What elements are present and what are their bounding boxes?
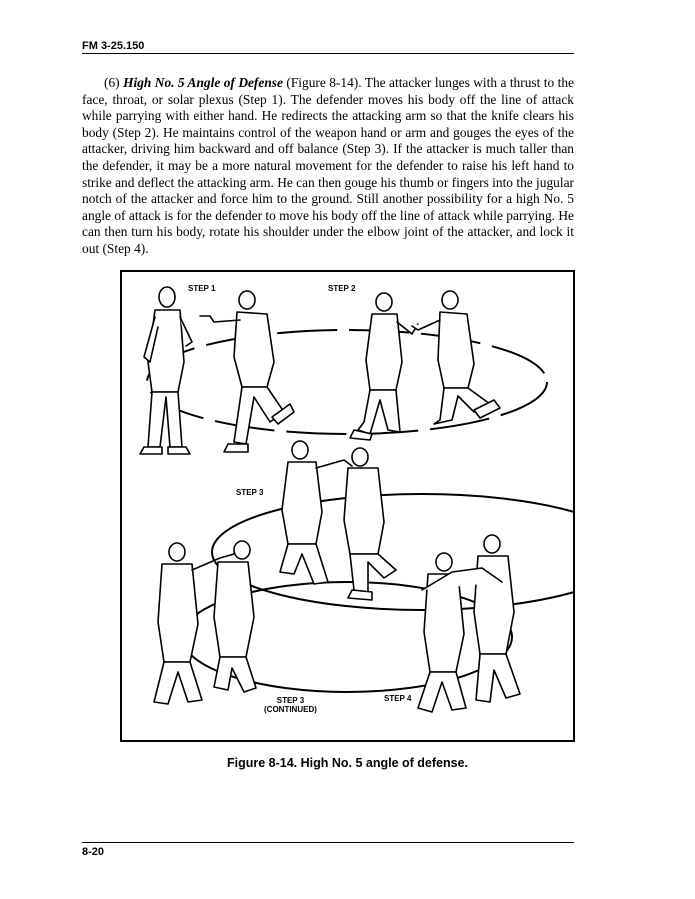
step3-continued-figures [154,541,256,704]
footer-rule [82,842,574,843]
step3-continued-line1: STEP 3 [276,696,305,705]
step3-continued-label [264,696,317,714]
step1-attacker-figure [200,291,294,452]
paragraph-text: (Figure 8-14). The attacker lunges with a thrust to the face, throat, or solar plexus (Step 1). The defender moves his body off the line of attack while parrying with either hand. He redirects the attacking arm so that the knife clears his body (Step 2). He maintains control of the weapon hand or arm and gouges the eyes of the attacker, driving him backward and off balance (Step 3). If the attacker is much taller than the defender, it may be a more natural movement for the defender to raise his left hand to strike and deflect the attacking arm. He can then gouge his thumb or fingers into the jugular notch of the attacker and force him to the ground. Still another possibility for a high No. 5 angle of attack is for the defender to move his body off the line of attack while parrying. He can then turn his body, rotate his shoulder under the elbow joint of the attacker, and lock it out (Step 4). [82,75,574,256]
figure-illustration [122,272,573,740]
step1-defender-figure [140,287,192,454]
figure-8-14 [120,270,575,742]
step4-label: STEP 4 [384,694,412,703]
page-number: 8-20 [82,846,105,858]
step1-label: STEP 1 [188,284,216,293]
step3-defender-figure [280,441,352,584]
step2-attacker-figure [412,291,500,424]
step3-attacker-figure [344,448,396,600]
floor-ellipse-middle [212,494,573,610]
paragraph-number: (6) [104,75,124,90]
header-rule [82,53,574,54]
floor-ellipse-top [147,330,547,434]
body-paragraph [82,75,574,258]
paragraph-title: High No. 5 Angle of Defense [123,75,283,90]
step2-label: STEP 2 [328,284,356,293]
step3-label: STEP 3 [236,488,264,497]
document-id: FM 3-25.150 [82,40,145,52]
step4-figures [418,535,520,712]
figure-caption: Figure 8-14. High No. 5 angle of defense. [226,756,468,770]
step3-continued-line2: (CONTINUED) [264,705,317,714]
step2-defender-figure [350,293,418,440]
